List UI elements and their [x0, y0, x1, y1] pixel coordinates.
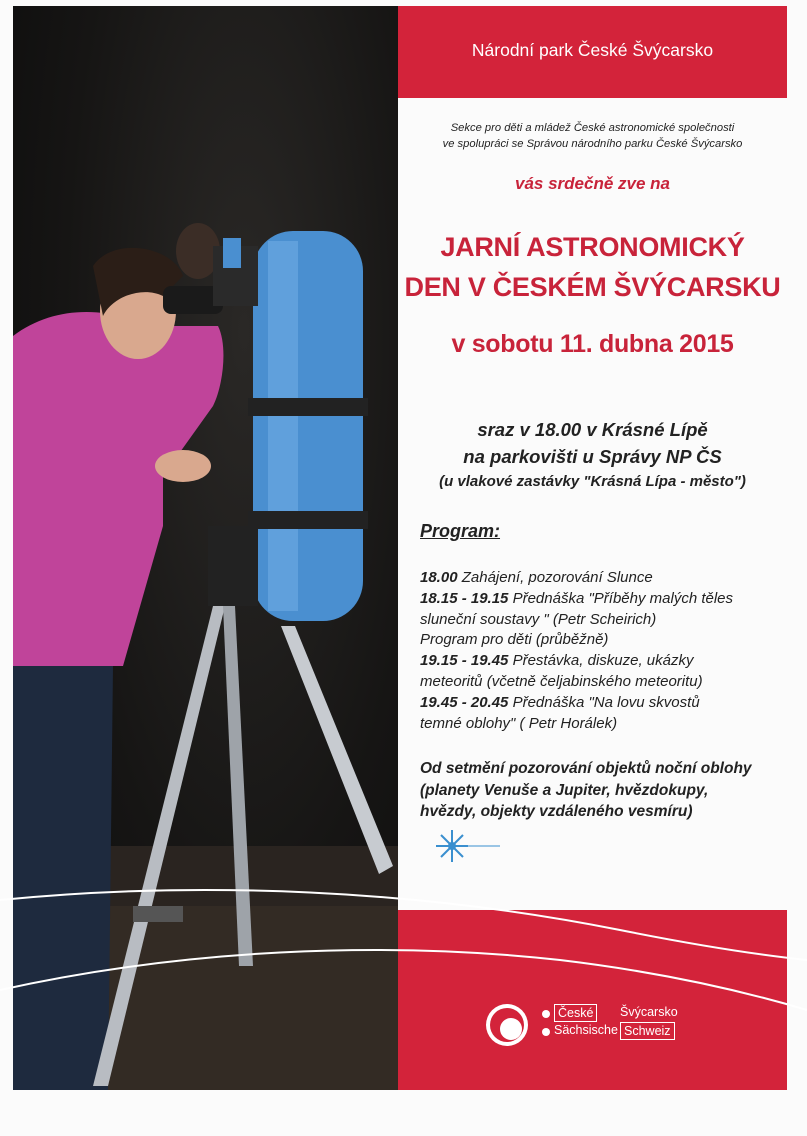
- title-line-1: JARNÍ ASTRONOMICKÝ: [440, 232, 745, 262]
- night-line-3: hvězdy, objekty vzdáleného vesmíru): [420, 803, 693, 820]
- invite-text: vás srdečně zve na: [515, 174, 670, 193]
- schedule-text: Přednáška "Příběhy malých těles: [512, 589, 734, 607]
- schedule-text: sluneční soustavy " (Petr Scheirich): [420, 610, 657, 628]
- schedule-text: Přednáška "Na lovu skvostů: [512, 693, 700, 711]
- schedule-text: Přestávka, diskuze, ukázky: [512, 652, 694, 670]
- event-title: [398, 227, 787, 307]
- brand-cz-left: České: [554, 1004, 597, 1022]
- night-line-1: Od setmění pozorování objektů noční oblohy: [420, 760, 752, 777]
- meeting-point: [398, 416, 787, 494]
- schedule-line: [420, 651, 780, 672]
- organizer-line-1: Sekce pro děti a mládež České astronomické společnosti: [450, 122, 735, 134]
- event-date: v sobotu 11. dubna 2015: [451, 330, 734, 358]
- schedule-text: temné oblohy" ( Petr Horálek): [420, 714, 618, 732]
- organizer-line-2: ve spolupráci se Správou národního parku České Švýcarsko: [442, 138, 743, 150]
- meeting-line-3: (u vlakové zastávky "Krásná Lípa - město"): [439, 473, 746, 490]
- schedule-line: [420, 610, 780, 631]
- schedule-line: [420, 693, 780, 714]
- schedule-text: Zahájení, pozorování Slunce: [461, 569, 653, 586]
- program-heading: Program:: [420, 521, 501, 541]
- schedule-text: meteoritů (včetně čeljabinského meteoritu): [420, 672, 703, 690]
- meeting-line-2: na parkovišti u Správy NP ČS: [463, 446, 722, 467]
- schedule-text: Program pro děti (průběžně): [420, 631, 609, 649]
- header-band: [398, 6, 787, 98]
- brand-cz-right: Švýcarsko: [620, 1005, 678, 1019]
- schedule-line: [420, 714, 780, 735]
- meeting-line-1: sraz v 18.00 v Krásné Lípě: [477, 419, 708, 440]
- schedule-time: 19.15 - 19.45: [420, 652, 509, 670]
- title-line-2: DEN V ČESKÉM ŠVÝCARSKU: [404, 272, 781, 302]
- schedule-time: 18.00: [420, 569, 458, 586]
- brand-de-left: Sächsische: [554, 1023, 618, 1037]
- schedule-line: [420, 672, 780, 693]
- schedule-line: [420, 589, 780, 610]
- park-name: Národní park České Švýcarsko: [471, 40, 714, 60]
- decorative-waves: [0, 860, 807, 1060]
- schedule-line: [420, 630, 780, 651]
- schedule-time: 19.45 - 20.45: [420, 693, 509, 711]
- night-observation: [420, 758, 780, 823]
- brand-de-right: Schweiz: [620, 1022, 675, 1040]
- organizer-text: [398, 120, 787, 152]
- program-schedule: [420, 568, 780, 734]
- schedule-line: [420, 568, 780, 589]
- night-line-2: (planety Venuše a Jupiter, hvězdokupy,: [420, 781, 709, 799]
- schedule-time: 18.15 - 19.15: [420, 589, 509, 607]
